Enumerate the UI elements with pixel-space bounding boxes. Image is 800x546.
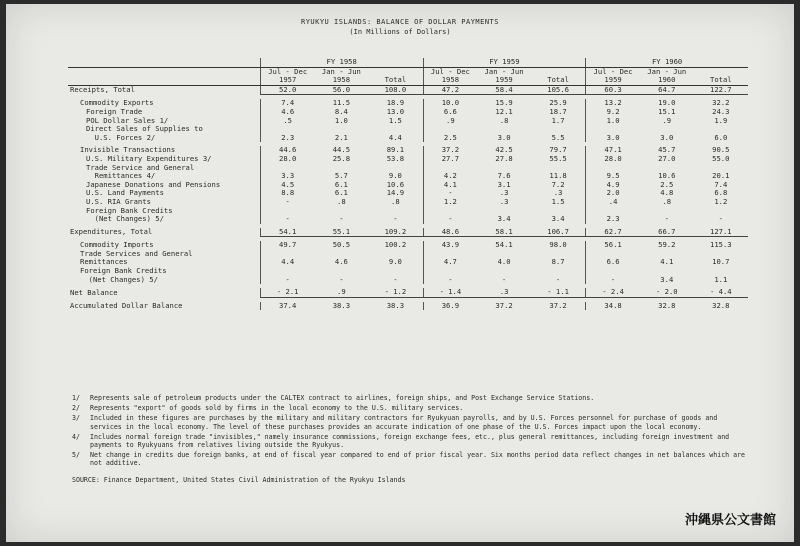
table-cell: 9.0: [388, 257, 402, 267]
table-row: [68, 164, 748, 181]
table-cell: -: [423, 267, 477, 284]
table-cell: 11.8: [549, 171, 567, 181]
table-cell: 4.5: [260, 181, 314, 190]
table-cell: .9: [662, 115, 672, 125]
table-cell: 4.4: [260, 250, 314, 267]
table-cell: 127.1: [694, 228, 748, 237]
table-cell: 15.1: [658, 106, 676, 116]
table-cell: 37.2: [495, 300, 513, 310]
table-cell: 55.0: [712, 153, 730, 163]
table-cell: 62.7: [586, 228, 640, 237]
fy-header: FY 1958: [260, 58, 423, 67]
table-cell: 18.7: [549, 106, 567, 116]
column-header: Total: [531, 67, 586, 85]
table-cell: 28.0: [586, 155, 640, 164]
table-cell: 3.3: [260, 164, 314, 181]
footnote-marker: 4/: [72, 432, 80, 441]
table-cell: 89.1: [386, 145, 405, 155]
table-row: [68, 288, 748, 297]
table-cell: 55.5: [549, 153, 567, 163]
table-cell: 7.4: [260, 99, 314, 108]
table-cell: 98.0: [549, 240, 567, 250]
table-cell: 10.7: [712, 257, 730, 267]
table-cell: 4.6: [260, 108, 314, 117]
table-cell: .8: [499, 115, 509, 125]
table-cell: 6.1: [334, 188, 348, 198]
table-cell: - 4.4: [694, 288, 748, 297]
table-cell: -: [718, 214, 723, 224]
table-cell: 79.7: [549, 145, 567, 155]
table-cell: 4.4: [388, 132, 402, 142]
table-cell: -: [501, 274, 507, 284]
table-cell: 1.0: [334, 115, 348, 125]
table-cell: -: [339, 274, 344, 284]
table-cell: 6.1: [334, 179, 348, 189]
table-cell: 1.9: [714, 115, 728, 125]
table-cell: .3: [553, 188, 563, 198]
table-cell: 4.2: [423, 164, 477, 181]
table-row: [68, 99, 748, 108]
table-cell: 58.1: [477, 228, 531, 237]
table-cell: 115.3: [710, 240, 732, 250]
footnote-marker: 5/: [72, 451, 80, 460]
table-cell: .3: [499, 188, 509, 198]
table-cell: 34.8: [586, 302, 640, 311]
footnote-marker: 1/: [72, 394, 80, 402]
table-row: [68, 207, 748, 224]
column-header: Jul - Dec 1957: [260, 67, 314, 85]
table-cell: 2.5: [660, 179, 674, 189]
table-row: [68, 125, 748, 142]
table-cell: 25.9: [549, 98, 567, 108]
table-cell: 100.2: [384, 240, 407, 250]
table-cell: 49.7: [260, 241, 314, 250]
table-cell: 48.6: [423, 228, 477, 237]
table-cell: 38.3: [332, 300, 351, 310]
table-cell: - 1.1: [531, 288, 586, 297]
footnote-marker: 3/: [72, 414, 80, 423]
document-page: [6, 4, 794, 542]
table-cell: 5.7: [334, 171, 348, 181]
row-label: Accumulated Dollar Balance: [70, 300, 183, 310]
table-cell: 2.5: [423, 125, 477, 142]
table-row: [68, 108, 748, 117]
table-cell: 8.7: [551, 257, 565, 267]
table-cell: 4.9: [586, 181, 640, 190]
table-cell: 5.5: [551, 132, 565, 142]
balance-table: [68, 58, 748, 310]
corner-cell: [68, 58, 260, 67]
row-label: Trade Service and General Remittances 4/: [86, 162, 195, 181]
row-label: Foreign Trade: [86, 106, 143, 116]
table-cell: 4.6: [334, 257, 348, 267]
footnote: [72, 414, 752, 430]
table-cell: 4.8: [660, 188, 674, 198]
table-cell: 45.7: [658, 145, 676, 155]
footnote-text: Included in these figures are purchases by the military and military contractors for Ryukyuan payrolls, and by U.S. Forces personnel for purchase of goods and services in the local economy. The level of these purchases provides an accurate indication of one phase of the U.S. Forces impact upon the local economy.: [90, 414, 718, 431]
source-line: SOURCE: Finance Department, United States Civil Administration of the Ryukyu Islands: [72, 475, 406, 484]
table-cell: .9: [315, 288, 369, 297]
footnote: [72, 433, 752, 449]
footnote-marker: 2/: [72, 404, 80, 413]
table-cell: -: [423, 207, 477, 224]
footnote: [72, 394, 752, 402]
table-cell: - 2.1: [260, 288, 314, 297]
footnote: [72, 404, 752, 412]
table-cell: .9: [423, 117, 477, 126]
table-cell: 10.0: [423, 99, 477, 108]
table-cell: 2.0: [586, 189, 640, 198]
table-cell: 8.8: [260, 189, 314, 198]
column-header: Jul - Dec 1958: [423, 67, 477, 85]
table-cell: 53.8: [386, 153, 405, 163]
table-cell: -: [555, 274, 561, 284]
table-cell: 13.2: [586, 99, 640, 108]
table-cell: 109.2: [368, 228, 423, 237]
row-label: Receipts, Total: [70, 85, 135, 95]
table-cell: 42.5: [495, 145, 513, 155]
table-row: [68, 267, 748, 284]
table-cell: 27.0: [658, 153, 676, 163]
table-cell: 54.1: [495, 240, 513, 250]
footnote-text: Includes normal foreign trade "invisibles," namely insurance commissions, foreign exchange fees, etc., plus general remittances, including foreign investment and payments to Ryukyuans from relatives living outside the Ryukyus.: [90, 432, 730, 450]
table-cell: 3.4: [660, 274, 674, 284]
table-cell: 9.2: [586, 108, 640, 117]
table-cell: 6.6: [423, 108, 477, 117]
fy-header: FY 1960: [586, 58, 748, 67]
page-subtitle: (In Millions of Dollars): [349, 28, 451, 36]
table-cell: 2.3: [586, 207, 640, 224]
column-header: Jul - Dec 1959: [586, 67, 640, 85]
table-cell: 105.6: [531, 85, 586, 95]
table-cell: 7.6: [497, 171, 511, 181]
table-row: [68, 181, 748, 190]
row-label: Trade Services and General Remittances: [80, 248, 193, 267]
table-cell: 50.5: [332, 240, 351, 250]
table-cell: 37.2: [549, 300, 567, 310]
table-cell: 90.5: [712, 145, 730, 155]
table-cell: 27.7: [423, 155, 477, 164]
table-cell: 10.6: [386, 179, 405, 189]
table-cell: 32.8: [658, 300, 676, 310]
table-cell: 3.0: [586, 125, 640, 142]
archive-stamp: 沖縄県公文書館: [684, 513, 776, 528]
table-cell: 6.0: [714, 132, 728, 142]
table-cell: 14.9: [386, 188, 405, 198]
table-cell: .5: [260, 117, 314, 126]
table-cell: 11.5: [332, 98, 351, 108]
table-cell: -: [664, 214, 669, 224]
table-row: [68, 189, 748, 198]
table-cell: -: [260, 267, 314, 284]
table-cell: .8: [662, 196, 672, 206]
table-cell: 59.2: [658, 240, 676, 250]
table-cell: 9.0: [388, 171, 402, 181]
table-cell: 44.6: [260, 146, 314, 155]
footnote-text: Represents "export" of goods sold by firms in the local economy to the U.S. military services.: [90, 404, 464, 413]
fy-header: FY 1959: [423, 58, 586, 67]
table-cell: 18.9: [386, 98, 405, 108]
table-cell: 4.1: [423, 181, 477, 190]
row-label: U.S. Land Payments: [86, 188, 164, 198]
label-column-header: [68, 67, 260, 85]
table-cell: 37.2: [423, 146, 477, 155]
table-cell: - 1.2: [368, 288, 423, 297]
table-cell: 32.2: [712, 98, 730, 108]
table-cell: .3: [477, 288, 531, 297]
row-label: Commodity Imports: [80, 240, 154, 250]
table-cell: 43.9: [423, 241, 477, 250]
table-cell: 66.7: [640, 228, 694, 237]
footnote-text: Represents sale of petroleum products under the CALTEX contract to airlines, foreign ships, and Post Exchange Service Stations.: [90, 394, 595, 402]
footnote-text: Net change in credits due foreign banks, at end of fiscal year compared to end of prior fiscal year. Six months period data reflect changes in net balances which are not additive.: [90, 451, 746, 468]
row-label: Invisible Transactions: [80, 145, 176, 155]
column-header: Total: [694, 67, 748, 85]
row-label: Foreign Bank Credits (Net Changes) 5/: [80, 266, 167, 284]
table-cell: 52.0: [260, 85, 314, 95]
column-header: Total: [368, 67, 423, 85]
table-cell: 55.1: [315, 228, 369, 237]
table-cell: -: [423, 189, 477, 198]
table-cell: -: [260, 198, 314, 207]
row-label: Foreign Bank Credits (Net Changes) 5/: [86, 205, 173, 224]
table-cell: 9.5: [586, 164, 640, 181]
table-row: [68, 250, 748, 267]
table-cell: - 2.4: [586, 288, 640, 297]
table-cell: 54.1: [260, 228, 314, 237]
row-label: Commodity Exports: [80, 98, 154, 108]
table-cell: 25.8: [332, 153, 351, 163]
table-cell: 2.1: [334, 132, 348, 142]
table-cell: 15.9: [495, 98, 513, 108]
table-cell: .4: [586, 198, 640, 207]
table-cell: 24.3: [712, 106, 730, 116]
table-cell: -: [393, 214, 398, 224]
table-cell: -: [393, 274, 398, 284]
table-cell: 12.1: [495, 106, 513, 116]
table-cell: 1.1: [714, 274, 728, 284]
column-header: Jan - Jun 1960: [640, 67, 694, 85]
table-cell: 8.4: [334, 106, 348, 116]
table-cell: 3.0: [497, 132, 511, 142]
column-header: Jan - Jun 1959: [477, 67, 531, 85]
table-cell: 1.2: [423, 198, 477, 207]
table-cell: 7.4: [714, 179, 728, 189]
row-label: Japanese Donations and Pensions: [86, 179, 221, 189]
table-cell: -: [586, 267, 640, 284]
table-cell: 1.0: [586, 117, 640, 126]
row-label: POL Dollar Sales 1/: [86, 115, 169, 125]
table-cell: 4.1: [660, 257, 674, 267]
table-cell: - 2.0: [640, 288, 694, 297]
table-cell: 37.4: [260, 302, 314, 311]
table-cell: 6.6: [586, 250, 640, 267]
table-cell: 106.7: [531, 228, 586, 237]
table-cell: 60.3: [586, 85, 640, 95]
row-label: Direct Sales of Supplies to U.S. Forces 2/: [86, 124, 203, 142]
table-cell: 58.4: [477, 85, 531, 95]
row-label: U.S. Military Expenditures 3/: [86, 153, 212, 163]
table-cell: -: [260, 207, 314, 224]
table-cell: 1.5: [551, 196, 565, 206]
table-cell: 2.3: [260, 125, 314, 142]
row-label: U.S. RIA Grants: [86, 196, 151, 206]
table-cell: .8: [391, 196, 400, 206]
table-cell: 122.7: [694, 85, 748, 95]
table-cell: 1.7: [551, 115, 565, 125]
table-cell: 4.0: [497, 257, 511, 267]
table-cell: .3: [499, 196, 509, 206]
table-cell: 32.8: [712, 300, 730, 310]
table-cell: 47.2: [423, 85, 477, 95]
row-label: Net Balance: [70, 287, 118, 297]
table-cell: 7.2: [551, 179, 565, 189]
footnote: [72, 451, 752, 467]
table-cell: 36.9: [423, 302, 477, 311]
table-cell: 38.3: [386, 300, 405, 310]
table-cell: 28.0: [260, 155, 314, 164]
column-header: Jan - Jun 1958: [315, 67, 369, 85]
table-cell: 1.2: [714, 196, 728, 206]
table-cell: 3.4: [497, 214, 511, 224]
table-cell: 4.7: [423, 250, 477, 267]
page-title: RYUKYU ISLANDS: BALANCE OF DOLLAR PAYMENTS: [300, 18, 499, 26]
table-cell: 3.0: [660, 132, 674, 142]
table-cell: 64.7: [640, 85, 694, 95]
table-cell: 56.0: [315, 85, 369, 95]
row-label: Expenditures, Total: [70, 227, 153, 237]
table-cell: 44.5: [332, 145, 351, 155]
table-row: [68, 85, 748, 95]
table-cell: 19.0: [658, 98, 676, 108]
table-cell: 108.0: [368, 85, 423, 95]
table-cell: 56.1: [586, 241, 640, 250]
table-cell: 20.1: [712, 171, 730, 181]
footnotes: [72, 394, 752, 484]
table-cell: 3.1: [497, 179, 511, 189]
table-cell: 10.6: [658, 171, 676, 181]
table-cell: -: [339, 214, 344, 224]
table-cell: 47.1: [586, 146, 640, 155]
table-cell: 1.5: [388, 115, 402, 125]
table-row: [68, 302, 748, 311]
table-cell: 6.8: [714, 188, 728, 198]
table-cell: - 1.4: [423, 288, 477, 297]
table-cell: 13.0: [386, 106, 405, 116]
table-cell: 3.4: [551, 214, 565, 224]
table-cell: 27.8: [495, 153, 513, 163]
table-row: [68, 228, 748, 237]
table-cell: .8: [337, 196, 346, 206]
